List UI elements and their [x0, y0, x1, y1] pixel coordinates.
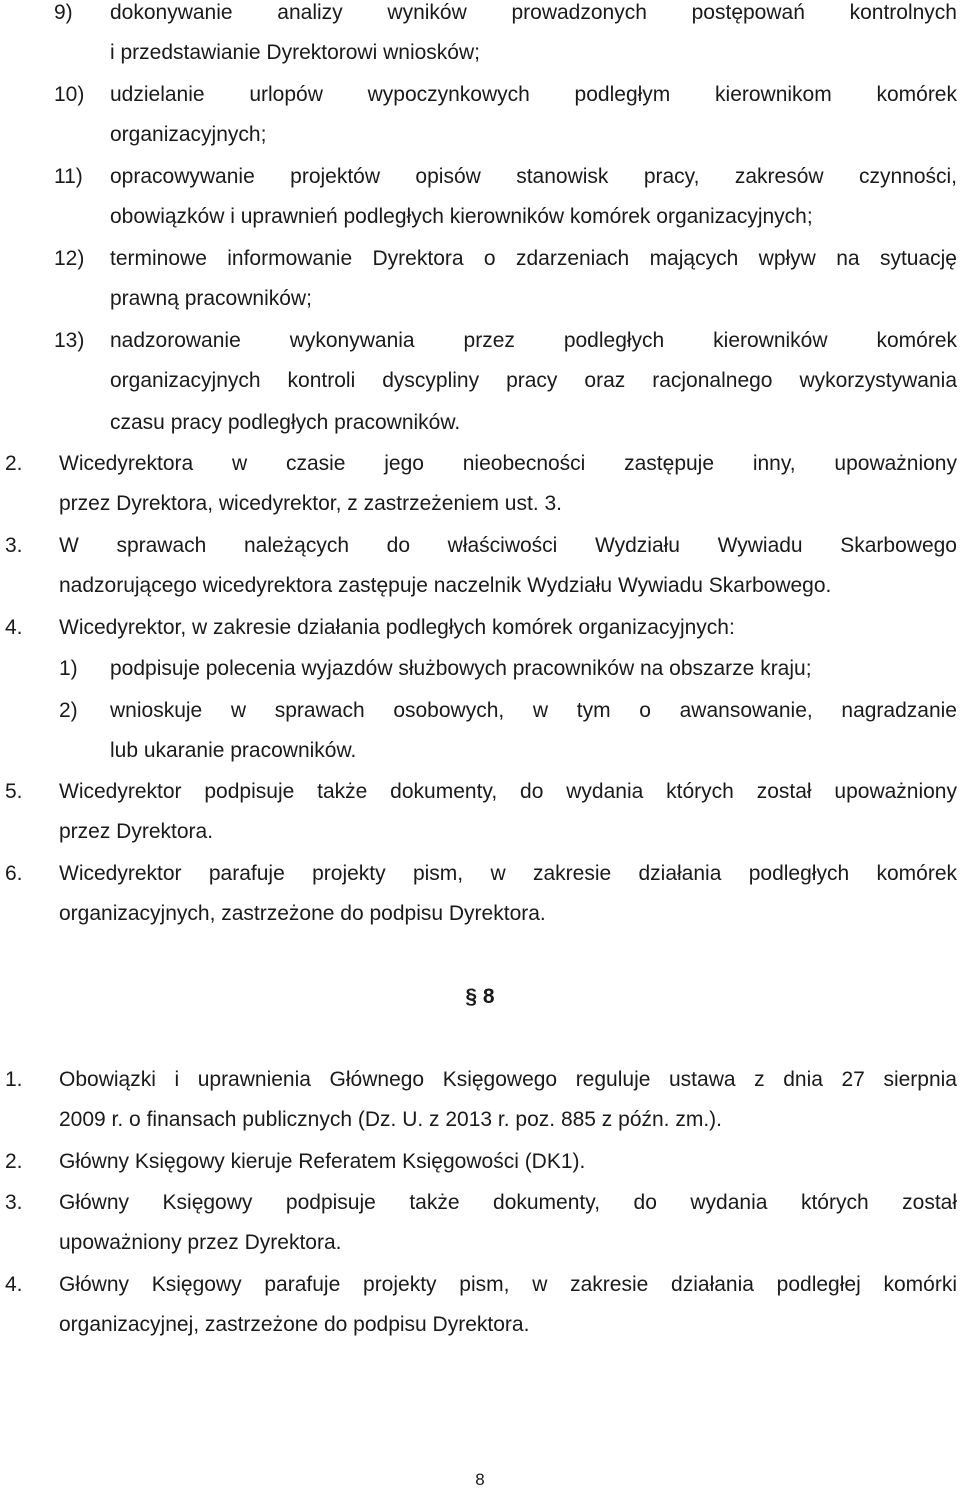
text-line: nadzorującego wicedyrektora zastępuje naczelnik Wydziału Wywiadu Skarbowego. [59, 574, 832, 597]
text-line: przez Dyrektora, wicedyrektor, z zastrzeżeniem ust. 3. [59, 492, 563, 515]
text-line: terminowe informowanie Dyrektora o zdarzeniach mających wpływ na sytuację [110, 247, 957, 270]
item-number: 2) [59, 699, 78, 722]
text-line: upoważniony przez Dyrektora. [59, 1231, 342, 1254]
text-line: organizacyjnych; [110, 123, 267, 146]
text-line: organizacyjnych, zastrzeżone do podpisu Dyrektora. [59, 902, 546, 925]
text-line: opracowywanie projektów opisów stanowisk pracy, zakresów czynności, [110, 165, 957, 188]
text-line: wnioskuje w sprawach osobowych, w tym o awansowanie, nagradzanie [110, 699, 957, 722]
item-number: 13) [54, 329, 85, 352]
item-number: 5. [5, 780, 23, 803]
section-heading: § 8 [465, 985, 495, 1008]
text-line: przez Dyrektora. [59, 820, 214, 843]
item-number: 6. [5, 862, 23, 885]
item-number: 9) [54, 1, 73, 24]
text-line: 2009 r. o finansach publicznych (Dz. U. z 2013 r. poz. 885 z późn. zm.). [59, 1108, 723, 1131]
text-line: Główny Księgowy parafuje projekty pism, w zakresie działania podległej komórki [59, 1273, 957, 1296]
item-number: 3. [5, 1191, 23, 1214]
text-line: Główny Księgowy kieruje Referatem Księgowości (DK1). [59, 1150, 586, 1173]
text-line: podpisuje polecenia wyjazdów służbowych pracowników na obszarze kraju; [110, 657, 812, 680]
text-line: czasu pracy podległych pracowników. [110, 411, 461, 434]
text-line: organizacyjnej, zastrzeżone do podpisu Dyrektora. [59, 1313, 530, 1336]
item-number: 4. [5, 616, 23, 639]
text-line: udzielanie urlopów wypoczynkowych podległym kierownikom komórek [110, 83, 957, 106]
item-number: 11) [54, 165, 83, 188]
text-line: dokonywanie analizy wyników prowadzonych postępowań kontrolnych [110, 1, 957, 24]
item-number: 2. [5, 1150, 23, 1173]
text-line: nadzorowanie wykonywania przez podległych kierowników komórek [110, 329, 957, 352]
text-line: obowiązków i uprawnień podległych kierowników komórek organizacyjnych; [110, 205, 813, 228]
page-number: 8 [475, 1470, 485, 1489]
text-line: organizacyjnych kontroli dyscypliny pracy oraz racjonalnego wykorzystywania [110, 369, 957, 392]
text-line: prawną pracowników; [110, 287, 312, 310]
text-line: lub ukaranie pracowników. [110, 739, 357, 762]
item-number: 3. [5, 534, 23, 557]
item-number: 10) [54, 83, 85, 106]
text-line: W sprawach należących do właściwości Wydziału Wywiadu Skarbowego [59, 534, 957, 557]
item-number: 4. [5, 1273, 23, 1296]
item-number: 1. [5, 1068, 23, 1091]
text-line: Wicedyrektor podpisuje także dokumenty, do wydania których został upoważniony [59, 780, 957, 803]
text-line: Wicedyrektora w czasie jego nieobecności zastępuje inny, upoważniony [59, 452, 957, 475]
text-line: Główny Księgowy podpisuje także dokumenty, do wydania których został [59, 1191, 957, 1214]
item-number: 12) [54, 247, 85, 270]
text-line: Obowiązki i uprawnienia Głównego Księgowego reguluje ustawa z dnia 27 sierpnia [59, 1068, 957, 1091]
text-line: Wicedyrektor, w zakresie działania podległych komórek organizacyjnych: [59, 616, 735, 639]
item-number: 2. [5, 452, 23, 475]
text-line: Wicedyrektor parafuje projekty pism, w zakresie działania podległych komórek [59, 862, 957, 885]
item-number: 1) [59, 657, 78, 680]
text-line: i przedstawianie Dyrektorowi wniosków; [110, 41, 480, 64]
